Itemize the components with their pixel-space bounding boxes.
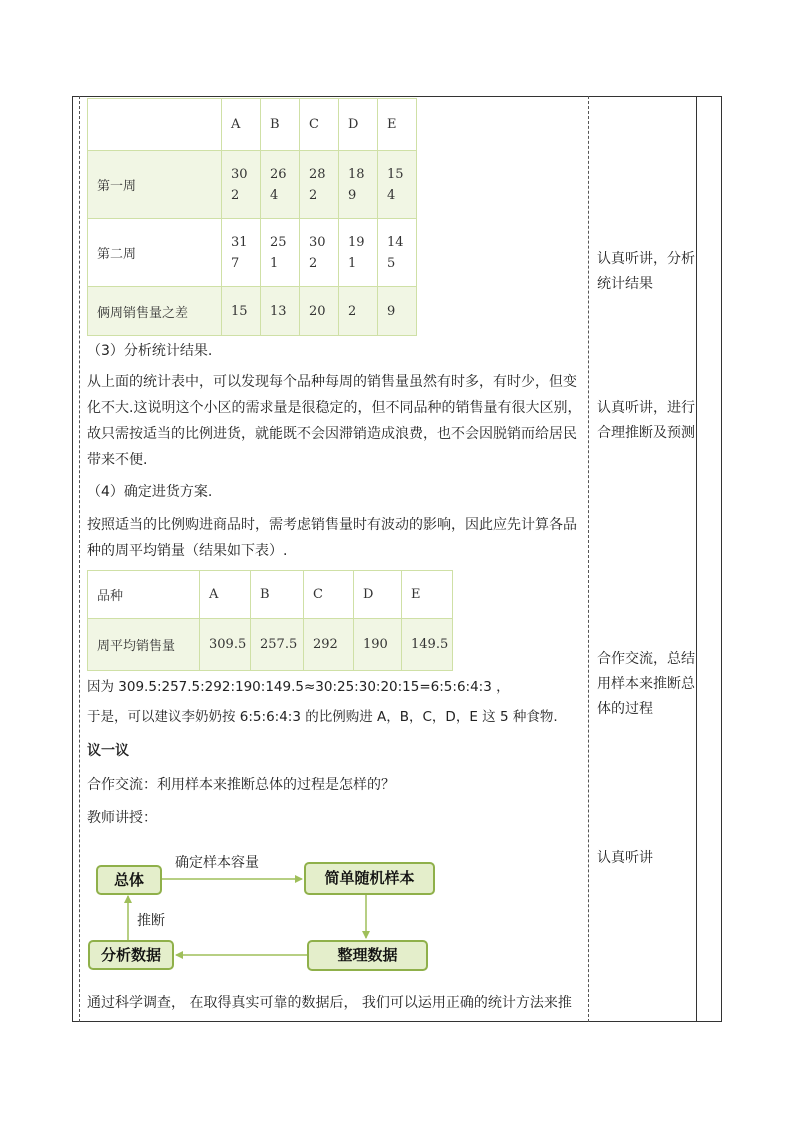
row-label: 第二周 bbox=[88, 219, 222, 287]
organize-data-box: 整理数据 bbox=[307, 940, 428, 971]
row-label: 第一周 bbox=[88, 151, 222, 219]
table-cell: 292 bbox=[304, 619, 354, 671]
table-cell: 30 2 bbox=[222, 151, 261, 219]
sample-box: 简单随机样本 bbox=[304, 862, 435, 895]
sample-size-label: 确定样本容量 bbox=[175, 855, 259, 871]
discuss-question: 合作交流：利用样本来推断总体的过程是怎样的？ bbox=[87, 777, 395, 793]
table-cell: 190 bbox=[354, 619, 402, 671]
suggestion-line: 于是，可以建议李奶奶按 6:5:6:4:3 的比例购进 A，B，C，D，E 这 5 种食物. bbox=[87, 709, 558, 725]
table-cell: 14 5 bbox=[378, 219, 417, 287]
table-cell: 15 bbox=[222, 287, 261, 336]
step3-heading: （3）分析统计结果. bbox=[87, 343, 213, 359]
table-cell: 9 bbox=[378, 287, 417, 336]
table-cell: 13 bbox=[261, 287, 300, 336]
table-header-cell: E bbox=[402, 571, 453, 619]
table-header-cell: 品种 bbox=[88, 571, 200, 619]
infer-label: 推断 bbox=[137, 913, 165, 929]
analysis-paragraph: 从上面的统计表中，可以发现每个品种每周的销售量虽然有时多，有时少，但变化不大.这说明这个小区的需求量是很稳定的，但不同品种的销售量有很大区别，故只需按适当的比例进货，就能既不会因滞销造成浪费，也不会因脱销而给居民带来不便. bbox=[87, 374, 582, 468]
table-header-cell: E bbox=[378, 99, 417, 151]
note-analyze-results: 认真听讲，分析统计结果 bbox=[597, 251, 695, 292]
table-header-cell: A bbox=[222, 99, 261, 151]
table-header-cell: C bbox=[300, 99, 339, 151]
bottom-line: 通过科学调查， 在取得真实可靠的数据后， 我们可以运用正确的统计方法来推 bbox=[87, 995, 572, 1011]
table-cell: 30 2 bbox=[300, 219, 339, 287]
note-listen: 认真听讲 bbox=[597, 850, 653, 866]
table-cell: 25 1 bbox=[261, 219, 300, 287]
note-infer-predict: 认真听讲，进行合理推断及预测 bbox=[597, 400, 695, 441]
table-header-cell: D bbox=[354, 571, 402, 619]
table-cell: 2 bbox=[339, 287, 378, 336]
table-cell: 26 4 bbox=[261, 151, 300, 219]
table-cell: 15 4 bbox=[378, 151, 417, 219]
table-cell: 149.5 bbox=[402, 619, 453, 671]
table-cell: 31 7 bbox=[222, 219, 261, 287]
table-cell: 309.5 bbox=[200, 619, 251, 671]
discuss-title: 议一议 bbox=[87, 743, 129, 759]
row-label: 俩周销售量之差 bbox=[88, 287, 222, 336]
table-header-cell: A bbox=[200, 571, 251, 619]
table-cell: 257.5 bbox=[251, 619, 304, 671]
table-cell: 18 9 bbox=[339, 151, 378, 219]
step4-heading: （4）确定进货方案. bbox=[87, 484, 213, 500]
note-summarize-process: 合作交流，总结用样本来推断总体的过程 bbox=[597, 651, 695, 717]
table-header-cell: B bbox=[261, 99, 300, 151]
row-label: 周平均销售量 bbox=[88, 619, 200, 671]
table-cell: 19 1 bbox=[339, 219, 378, 287]
teacher-label: 教师讲授： bbox=[87, 810, 157, 826]
table-cell: 28 2 bbox=[300, 151, 339, 219]
plan-paragraph: 按照适当的比例购进商品时，需考虑销售量时有波动的影响，因此应先计算各品种的周平均销量（结果如下表）. bbox=[87, 517, 577, 559]
table-header-cell: D bbox=[339, 99, 378, 151]
table-header-cell: B bbox=[251, 571, 304, 619]
population-box: 总体 bbox=[96, 865, 162, 895]
table-cell: 20 bbox=[300, 287, 339, 336]
ratio-line: 因为 309.5:257.5:292:190:149.5≈30:25:30:20:15=6:5:6:4:3 ， bbox=[87, 679, 510, 695]
analyze-data-box: 分析数据 bbox=[88, 940, 174, 970]
table-header-cell: C bbox=[304, 571, 354, 619]
